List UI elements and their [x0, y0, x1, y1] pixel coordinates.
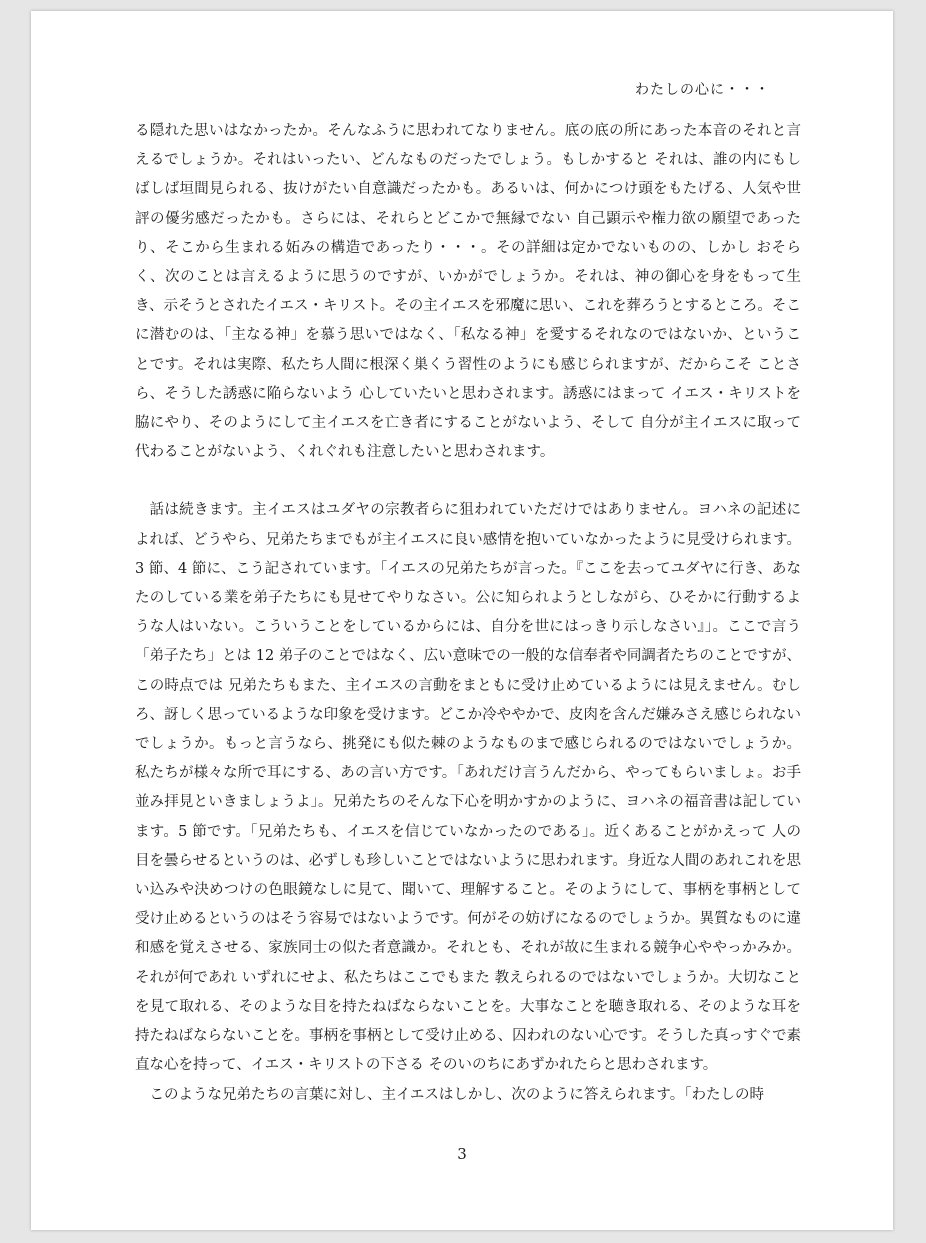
running-header: わたしの心に・・・ [635, 82, 770, 98]
body-text [135, 117, 801, 1110]
paragraph-continuation: る隠れた思いはなかったか。そんなふうに思われてなりません。底の底の所にあった本音のそれと言えるでしょうか。それはいったい、どんなものだったでしょう。もしかすると それは、誰の内にもしばしば垣間見られる、抜けがたい自意識だったかも。あるいは、何かにつけ頭をもたげる、人気や世評の優劣感だったかも。さらには、それらとどこかで無縁でない 自己顕示や権力欲の願望であったり、そこから生まれる妬みの構造であったり・・・。その詳細は定かでないものの、しかし おそらく、次のことは言えるように思うのですが、いかがでしょうか。それは、神の御心を身をもって生き、示そうとされたイエス・キリスト。その主イエスを邪魔に思い、これを葬ろうとするところ。そこに潜むのは、「主なる神」を慕う思いではなく、「私なる神」を愛するそれなのではないか、ということです。それは実際、私たち人間に根深く巣くう習性のようにも感じられますが、だからこそ ことさら、そうした誘惑に陥らないよう 心していたいと思わされます。誘惑にはまって イエス・キリストを脇にやり、そのようにして主イエスを亡き者にすることがないよう、そして 自分が主イエスに取って代わることがないよう、くれぐれも注意したいと思わされます。 [135, 123, 801, 461]
page-number: 3 [457, 1145, 467, 1163]
paragraph-gap [135, 467, 801, 496]
document-page [31, 11, 893, 1230]
paragraph-reply: このような兄弟たちの言葉に対し、主イエスはしかし、次のように答えられます。「わたしの時 [149, 1086, 765, 1103]
paragraph-brothers: 話は続きます。主イエスはユダヤの宗教者らに狙われていただけではありません。ヨハネの記述によれば、どうやら、兄弟たちまでもが主イエスに良い感情を抱いていなかったように見受けられます。3 節、4 節に、こう記されています。「イエスの兄弟たちが言った。『ここを去ってユダヤに行き、あなたのしている業を弟子たちにも見せてやりなさい。公に知られようとしながら、ひそかに行動するような人はいない。こういうことをしているからには、自分を世にはっきり示しなさい』」。ここで言う「弟子たち」とは 12 弟子のことではなく、広い意味での一般的な信奉者や同調者たちのことですが、この時点では 兄弟たちもまた、主イエスの言動をまともに受け止めているようには見えません。むしろ、訝しく思っているような印象を受けます。どこか冷ややかで、皮肉を含んだ嫌みさえ感じられないでしょうか。もっと言うなら、挑発にも似た棘のようなものまで感じられるのではないでしょうか。私たちが様々な所で耳にする、あの言い方です。「あれだけ言うんだから、やってもらいましょ。お手並み拝見といきましょうよ」。兄弟たちのそんな下心を明かすかのように、ヨハネの福音書は記しています。5 節です。「兄弟たちも、イエスを信じていなかったのである」。近くあることがかえって 人の目を曇らせるというのは、必ずしも珍しいことではないように思われます。身近な人間のあれこれを思い込みや決めつけの色眼鏡なしに見て、聞いて、理解すること。そのようにして、事柄を事柄として受け止めるというのはそう容易ではないようです。何がその妨げになるのでしょうか。異質なものに違和感を覚えさせる、家族同士の似た者意識か。それとも、それが故に生まれる競争心ややっかみか。それが何であれ いずれにせよ、私たちはここでもまた 教えられるのではないでしょうか。大切なことを見て取れる、そのような目を持たねばならないことを。大事なことを聴き取れる、そのような耳を持たねばならないことを。事柄を事柄として受け止める、囚われのない心です。そうした真っすぐで素直な心を持って、イエス・キリストの下さる そのいのちにあずかれたらと思わされます。 [135, 502, 801, 1074]
